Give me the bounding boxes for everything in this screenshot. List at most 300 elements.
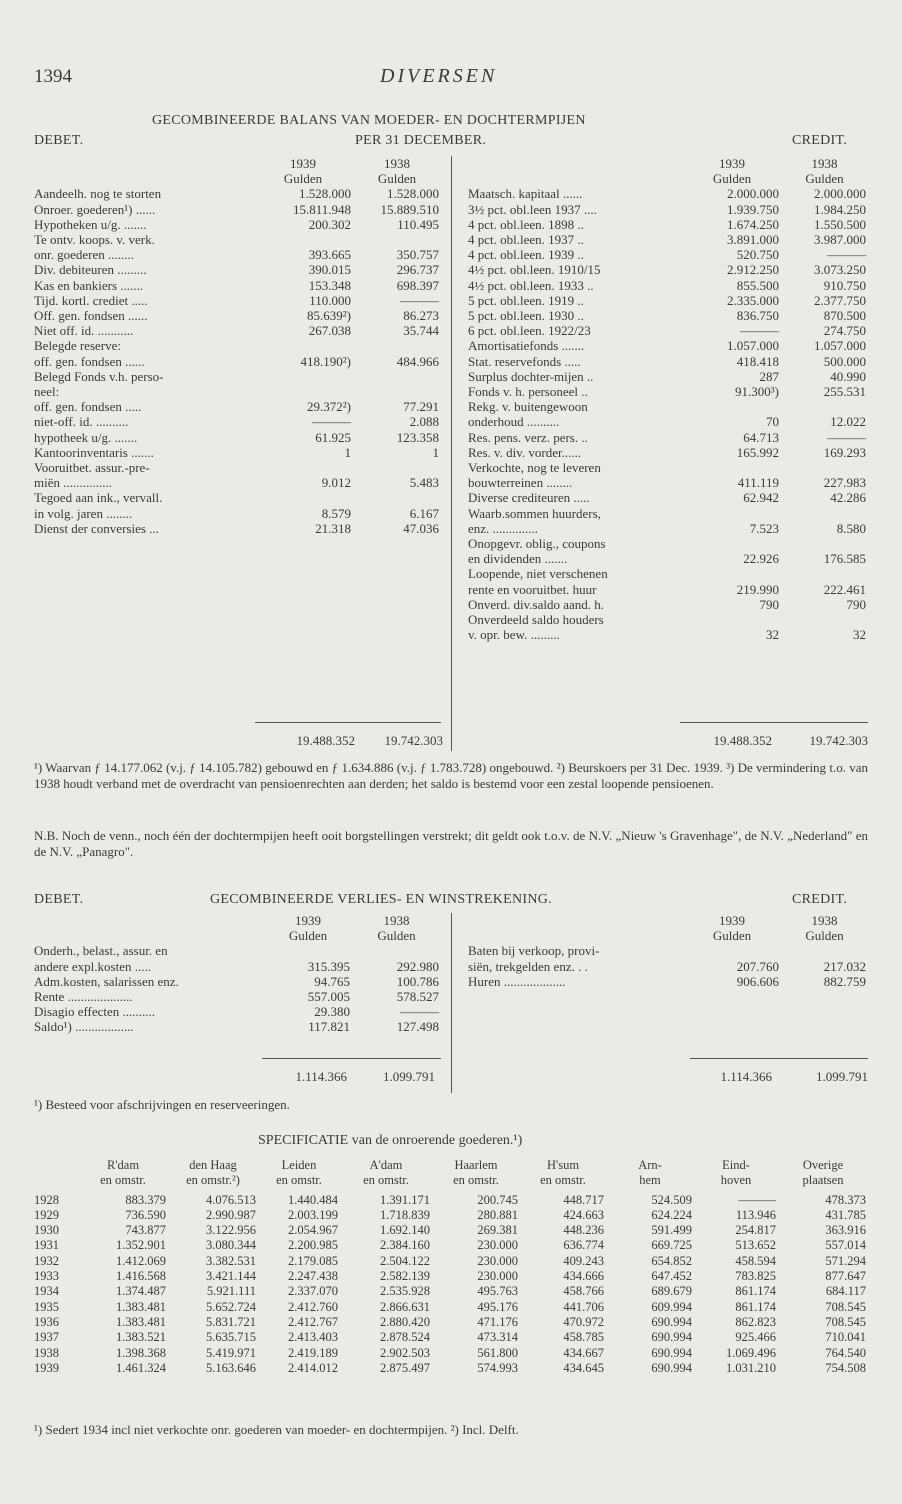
table-row	[468, 384, 868, 399]
spec-column-header: H'sum	[546, 1158, 580, 1172]
row-label: Div. debiteuren .........	[34, 262, 147, 278]
value-1938: 40.990	[830, 368, 866, 384]
column-divider	[451, 156, 452, 751]
table-row	[34, 490, 441, 505]
spec-value: 736.590	[125, 1207, 166, 1222]
value-1938	[353, 490, 441, 505]
table-row	[468, 369, 868, 384]
row-label: in volg. jaren ........	[34, 505, 133, 521]
value-1939: 64.713	[743, 429, 779, 445]
table-row	[34, 1019, 441, 1034]
spec-value: 513.652	[735, 1238, 776, 1253]
spec-year: 1930	[34, 1223, 59, 1238]
spec-value: 690.994	[651, 1345, 692, 1360]
table-row	[468, 414, 868, 429]
unit-header: Gulden	[288, 928, 328, 944]
value-1938: 255.531	[823, 384, 866, 400]
spec-header-row	[34, 1173, 868, 1188]
spec-year: 1939	[34, 1360, 59, 1375]
table-row	[34, 430, 441, 445]
table-row	[34, 1004, 441, 1019]
unit-header: Gulden	[805, 171, 844, 187]
spec-value: 1.374.487	[116, 1284, 166, 1299]
spec-value: 2.990.987	[206, 1207, 256, 1222]
spec-value: 690.994	[651, 1360, 692, 1375]
row-label: Res. v. div. vorder......	[468, 444, 582, 460]
table-row	[468, 627, 868, 642]
row-label: Rente ....................	[34, 989, 133, 1005]
row-label: Onverd. div.saldo aand. h.	[468, 596, 604, 612]
value-1939: 520.750	[736, 247, 779, 263]
table-row	[468, 354, 868, 369]
value-1939: 207.760	[736, 958, 779, 974]
spec-value: 1.692.140	[380, 1223, 430, 1238]
spec-value: 5.163.646	[206, 1360, 256, 1375]
spec-value: 624.224	[651, 1207, 692, 1222]
value-1939: 61.925	[315, 429, 351, 445]
value-1939: 70	[766, 414, 779, 430]
spec-row	[34, 1346, 868, 1361]
spec-column-header: en omstr.	[363, 1173, 409, 1188]
row-label: Waarb.sommen huurders,	[468, 505, 601, 521]
value-1939: 32	[766, 627, 779, 643]
table-row	[34, 262, 441, 277]
value-1938: 1.057.000	[814, 338, 866, 354]
row-label: 4½ pct. obl.leen. 1910/15	[468, 262, 601, 278]
spec-value: 689.679	[651, 1284, 692, 1299]
table-row	[468, 551, 868, 566]
spec-value: 470.972	[563, 1314, 604, 1329]
spec-value: 431.785	[825, 1207, 866, 1222]
page-number: 1394	[34, 66, 72, 87]
running-title: DIVERSEN	[380, 65, 498, 87]
spec-value: 636.774	[563, 1238, 604, 1253]
spec-value: ———	[738, 1192, 776, 1207]
row-label: Loopende, niet verschenen	[468, 566, 608, 582]
table-row	[34, 293, 441, 308]
value-1938: 698.397	[396, 277, 439, 293]
value-1939	[683, 943, 781, 958]
spec-year: 1933	[34, 1269, 59, 1284]
spec-value: 754.508	[825, 1360, 866, 1375]
value-1938: 2.377.750	[814, 292, 866, 308]
table-row	[34, 521, 441, 536]
spec-value: 2.413.403	[288, 1330, 338, 1345]
value-1939: 390.015	[308, 262, 351, 278]
value-1939: 94.765	[314, 973, 350, 989]
value-1939: 557.005	[307, 989, 350, 1005]
row-label: neel:	[34, 384, 60, 400]
value-1938: 100.786	[396, 973, 439, 989]
value-1938: 42.286	[830, 490, 866, 506]
unit-header: Gulden	[377, 171, 417, 187]
value-1939: 790	[759, 596, 779, 612]
pl-credit-total-1938: 1.099.791	[816, 1069, 868, 1084]
spec-value: 1.383.481	[116, 1314, 166, 1329]
row-label: Onopgevr. oblig., coupons	[468, 536, 606, 552]
value-1938: 350.757	[396, 247, 439, 263]
value-1939: 153.348	[308, 277, 351, 293]
table-row	[468, 612, 868, 627]
spec-value: 690.994	[651, 1330, 692, 1345]
spec-column-header: en omstr.	[540, 1173, 586, 1188]
row-label: en dividenden .......	[468, 551, 568, 567]
table-row	[468, 566, 868, 581]
value-1939: 1.057.000	[727, 338, 779, 354]
spec-year: 1931	[34, 1238, 59, 1253]
spec-row	[34, 1254, 868, 1269]
year-header: 1939	[719, 156, 745, 171]
value-1938: 578.527	[396, 989, 439, 1005]
table-row	[468, 232, 868, 247]
column-divider	[451, 913, 452, 1093]
pl-debit-label: DEBET.	[34, 892, 84, 907]
balance-debit-table	[34, 156, 441, 536]
value-1939	[253, 460, 353, 475]
spec-value: 925.466	[735, 1330, 776, 1345]
spec-value: 2.582.139	[380, 1269, 430, 1284]
spec-column-header: Overige	[802, 1158, 844, 1172]
row-label: Res. pens. verz. pers. ..	[468, 429, 588, 445]
value-1939: 2.912.250	[727, 262, 779, 278]
spec-value: 1.412.069	[116, 1253, 166, 1268]
value-1939: 418.418	[736, 353, 779, 369]
spec-value: 230.000	[477, 1253, 518, 1268]
spec-value: 424.663	[563, 1207, 604, 1222]
spec-column-header: Arn-	[638, 1158, 662, 1172]
value-1938: ———	[400, 292, 439, 308]
spec-value: 5.652.724	[206, 1299, 256, 1314]
spec-column-header: en omstr.²)	[186, 1173, 240, 1188]
spec-value: 230.000	[477, 1269, 518, 1284]
balance-debit-total-1939: 19.488.352	[296, 733, 355, 748]
value-1939: 855.500	[736, 277, 779, 293]
value-1938: 77.291	[403, 399, 439, 415]
table-row	[468, 399, 868, 414]
spec-value: 524.509	[651, 1192, 692, 1207]
total-rule	[262, 1058, 441, 1059]
value-1938	[352, 943, 441, 958]
row-label: Diverse crediteuren .....	[468, 490, 590, 506]
balance-credit-total-1938: 19.742.303	[809, 733, 868, 748]
spec-value: 280.881	[477, 1207, 518, 1222]
spec-row	[34, 1300, 868, 1315]
value-1938	[353, 384, 441, 399]
spec-value: 363.916	[825, 1223, 866, 1238]
row-label: Amortisatiefonds .......	[468, 338, 585, 354]
value-1939	[253, 369, 353, 384]
value-1938	[781, 612, 868, 627]
value-1938: 3.073.250	[814, 262, 866, 278]
value-1938: 35.744	[403, 323, 439, 339]
value-1939: 2.000.000	[727, 186, 779, 202]
spec-row	[34, 1238, 868, 1253]
row-label: Kantoorinventaris .......	[34, 444, 154, 460]
value-1938: 227.983	[823, 475, 866, 491]
spec-value: 3.080.344	[206, 1238, 256, 1253]
pl-debit-total-1938: 1.099.791	[383, 1069, 435, 1084]
value-1939	[683, 399, 781, 414]
value-1938	[353, 460, 441, 475]
spec-value: 591.499	[651, 1223, 692, 1238]
spec-footnote: ¹) Sedert 1934 incl niet verkochte onr. goederen van moeder- en dochtermpijen. ²) Incl. Delft.	[34, 1422, 519, 1437]
table-row	[34, 460, 441, 475]
spec-value: 3.382.531	[206, 1253, 256, 1268]
value-1939: 1.939.750	[727, 201, 779, 217]
row-label: Maatsch. kapitaal ......	[468, 186, 583, 202]
table-row	[468, 943, 868, 958]
year-header: 1938	[384, 156, 410, 171]
row-label: Te ontv. koops. v. verk.	[34, 232, 155, 248]
spec-value: 883.379	[125, 1192, 166, 1207]
row-label: off. gen. fondsen ......	[34, 353, 145, 369]
table-row	[34, 943, 441, 958]
row-label: 4½ pct. obl.leen. 1933 ..	[468, 277, 594, 293]
row-label: Niet off. id. ...........	[34, 323, 134, 339]
table-row	[34, 247, 441, 262]
spec-value: 2.902.503	[380, 1345, 430, 1360]
value-1938: 910.750	[823, 277, 866, 293]
spec-value: 200.745	[477, 1192, 518, 1207]
table-row	[468, 202, 868, 217]
table-row	[468, 521, 868, 536]
value-1938: 296.737	[396, 262, 439, 278]
value-1938: 1	[432, 444, 439, 460]
value-1938: 176.585	[823, 551, 866, 567]
spec-year: 1938	[34, 1345, 59, 1360]
row-label: hypotheek u/g. .......	[34, 429, 138, 445]
spec-column-header: Leiden	[281, 1158, 317, 1172]
value-1938: 222.461	[823, 581, 866, 597]
spec-value: 861.174	[735, 1284, 776, 1299]
spec-header-blank	[34, 1158, 78, 1173]
spec-value: 1.416.568	[116, 1269, 166, 1284]
value-1938: 1.528.000	[387, 186, 439, 202]
spec-value: 478.373	[825, 1192, 866, 1207]
table-row	[468, 293, 868, 308]
spec-value: 5.921.111	[206, 1284, 256, 1299]
row-label: Saldo¹) ..................	[34, 1019, 134, 1035]
pl-credit-total-1939: 1.114.366	[720, 1069, 772, 1084]
unit-header: Gulden	[283, 171, 323, 187]
table-row	[468, 536, 868, 551]
row-label: andere expl.kosten .....	[34, 958, 151, 974]
spec-value: 458.785	[563, 1330, 604, 1345]
table-row	[468, 338, 868, 353]
value-1938: 110.495	[397, 216, 439, 232]
spec-value: 434.667	[563, 1345, 604, 1360]
row-label: Kas en bankiers .......	[34, 277, 144, 293]
table-row	[34, 186, 441, 201]
spec-value: 1.352.901	[116, 1238, 166, 1253]
row-label: Aandeelh. nog te storten	[34, 186, 162, 202]
spec-column-header: plaatsen	[802, 1173, 844, 1188]
spec-value: 441.706	[563, 1299, 604, 1314]
row-label: Hypotheken u/g. .......	[34, 216, 147, 232]
row-label: Stat. reservefonds .....	[468, 353, 581, 369]
spec-table	[34, 1158, 868, 1376]
spec-column-header: Eind-	[722, 1158, 750, 1172]
value-1939	[253, 232, 353, 247]
spec-year: 1929	[34, 1207, 59, 1222]
row-label: Rekg. v. buitengewoon	[468, 399, 588, 415]
table-row	[468, 308, 868, 323]
value-1938: ———	[827, 247, 866, 263]
row-label: Belegde reserve:	[34, 338, 121, 354]
table-row	[34, 475, 441, 490]
spec-value: 3.122.956	[206, 1223, 256, 1238]
row-label: onr. goederen ........	[34, 247, 135, 263]
spec-value: 1.031.210	[726, 1360, 776, 1375]
value-1939	[253, 490, 353, 505]
spec-value: 473.314	[477, 1330, 518, 1345]
balance-credit-label: CREDIT.	[792, 133, 848, 148]
value-1938: 882.759	[823, 973, 866, 989]
value-1938: 790	[846, 596, 866, 612]
table-row	[34, 338, 441, 353]
value-1939	[264, 943, 352, 958]
spec-value: 4.076.513	[206, 1192, 256, 1207]
value-1938	[353, 338, 441, 353]
spec-value: 1.398.368	[116, 1345, 166, 1360]
table-row	[34, 323, 441, 338]
spec-value: 2.054.967	[288, 1223, 338, 1238]
spec-value: 561.800	[477, 1345, 518, 1360]
spec-value: 2.003.199	[288, 1207, 338, 1222]
spec-value: 861.174	[735, 1299, 776, 1314]
spec-value: 1.718.839	[380, 1207, 430, 1222]
spec-value: 571.294	[825, 1253, 866, 1268]
spec-value: 708.545	[825, 1299, 866, 1314]
spec-value: 690.994	[651, 1314, 692, 1329]
table-row	[34, 959, 441, 974]
value-1938	[353, 369, 441, 384]
spec-value: 1.383.481	[116, 1299, 166, 1314]
value-1939	[253, 384, 353, 399]
year-header: 1938	[811, 913, 838, 928]
value-1939: 165.992	[736, 444, 779, 460]
value-1939: ———	[740, 323, 779, 339]
table-row	[34, 278, 441, 293]
row-label: bouwterreinen ........	[468, 475, 573, 491]
spec-value: 1.069.496	[726, 1345, 776, 1360]
table-row	[34, 414, 441, 429]
spec-value: 2.247.438	[288, 1269, 338, 1284]
value-1939: 836.750	[736, 308, 779, 324]
value-1939: 418.190²)	[300, 353, 351, 369]
row-label: v. opr. bew. .........	[468, 627, 560, 643]
spec-row	[34, 1330, 868, 1345]
spec-value: 1.440.484	[288, 1192, 338, 1207]
spec-value: 458.766	[563, 1284, 604, 1299]
spec-column-header: A'dam	[369, 1158, 403, 1172]
table-row	[34, 445, 441, 460]
row-label: Baten bij verkoop, provi-	[468, 943, 600, 959]
value-1939	[683, 566, 781, 581]
value-1938	[781, 460, 868, 475]
table-row	[34, 369, 441, 384]
value-1939: 393.665	[308, 247, 351, 263]
pl-debit-total-1939: 1.114.366	[295, 1069, 347, 1084]
value-1939: 1.674.250	[727, 216, 779, 232]
value-1939: 110.000	[309, 292, 351, 308]
spec-value: 609.994	[651, 1299, 692, 1314]
value-1938: 217.032	[823, 958, 866, 974]
value-1938	[781, 536, 868, 551]
table-row	[468, 445, 868, 460]
row-label: Off. gen. fondsen ......	[34, 308, 148, 324]
table-row	[34, 384, 441, 399]
year-header: 1938	[383, 913, 410, 928]
table-row	[34, 974, 441, 989]
spec-value: 434.666	[563, 1269, 604, 1284]
pl-debit-table	[34, 913, 441, 1035]
unit-header: Gulden	[377, 928, 416, 944]
value-1938: 5.483	[409, 475, 439, 491]
spec-value: 2.412.760	[288, 1299, 338, 1314]
value-1939	[683, 460, 781, 475]
spec-value: 2.337.070	[288, 1284, 338, 1299]
spec-row	[34, 1269, 868, 1284]
spec-year: 1928	[34, 1192, 59, 1207]
value-1938: 2.088	[409, 414, 439, 430]
table-row	[468, 460, 868, 475]
value-1938	[781, 566, 868, 581]
row-label: Vooruitbet. assur.-pre-	[34, 460, 150, 476]
value-1938	[781, 943, 868, 958]
balance-title: GECOMBINEERDE BALANS VAN MOEDER- EN DOCHTERMPIJEN	[152, 113, 586, 128]
spec-year: 1934	[34, 1284, 59, 1299]
spec-value: 764.540	[825, 1345, 866, 1360]
balance-credit-total-1939: 19.488.352	[713, 733, 772, 748]
spec-value: 230.000	[477, 1238, 518, 1253]
value-1939	[683, 506, 781, 521]
value-1938: 15.889.510	[380, 201, 439, 217]
value-1938: 47.036	[403, 520, 439, 536]
table-row	[34, 399, 441, 414]
value-1939: 22.926	[743, 551, 779, 567]
spec-value: 2.535.928	[380, 1284, 430, 1299]
unit-header: Gulden	[712, 928, 752, 944]
row-label: rente en vooruitbet. huur	[468, 581, 597, 597]
row-label: Onderh., belast., assur. en	[34, 943, 168, 959]
spec-value: 647.452	[651, 1269, 692, 1284]
pl-title: GECOMBINEERDE VERLIES- EN WINSTREKENING.	[210, 892, 553, 907]
spec-value: 254.817	[735, 1223, 776, 1238]
spec-column-header: R'dam	[106, 1158, 140, 1172]
value-1939: 91.300³)	[735, 384, 779, 400]
spec-value: 471.176	[477, 1314, 518, 1329]
table-row	[468, 597, 868, 612]
row-label: Disagio effecten ..........	[34, 1004, 156, 1020]
spec-row	[34, 1208, 868, 1223]
nb-note: N.B. Noch de venn., noch één der dochtermpijen heeft ooit borgstellingen verstrekt; dit geldt ook t.o.v. de N.V. „Nieuw 's Gravenhage", de N.V. „Nederland" en de N.V. „Panagro".	[34, 828, 868, 859]
value-1939: 29.372²)	[307, 399, 351, 415]
value-1938: 6.167	[409, 505, 439, 521]
row-label: 3½ pct. obl.leen 1937 ....	[468, 201, 597, 217]
spec-row	[34, 1284, 868, 1299]
pl-footnote: ¹) Besteed voor afschrijvingen en reserveeringen.	[34, 1097, 290, 1112]
spec-column-header: hem	[639, 1173, 661, 1188]
value-1938: 86.273	[403, 308, 439, 324]
table-row	[34, 232, 441, 247]
value-1939: 2.335.000	[727, 292, 779, 308]
spec-value: 113.946	[735, 1207, 776, 1222]
value-1939: 287	[759, 368, 779, 384]
value-1939: 9.012	[321, 475, 351, 491]
row-label: Tegoed aan ink., vervall.	[34, 490, 163, 506]
row-label: Onverdeeld saldo houders	[468, 612, 604, 628]
